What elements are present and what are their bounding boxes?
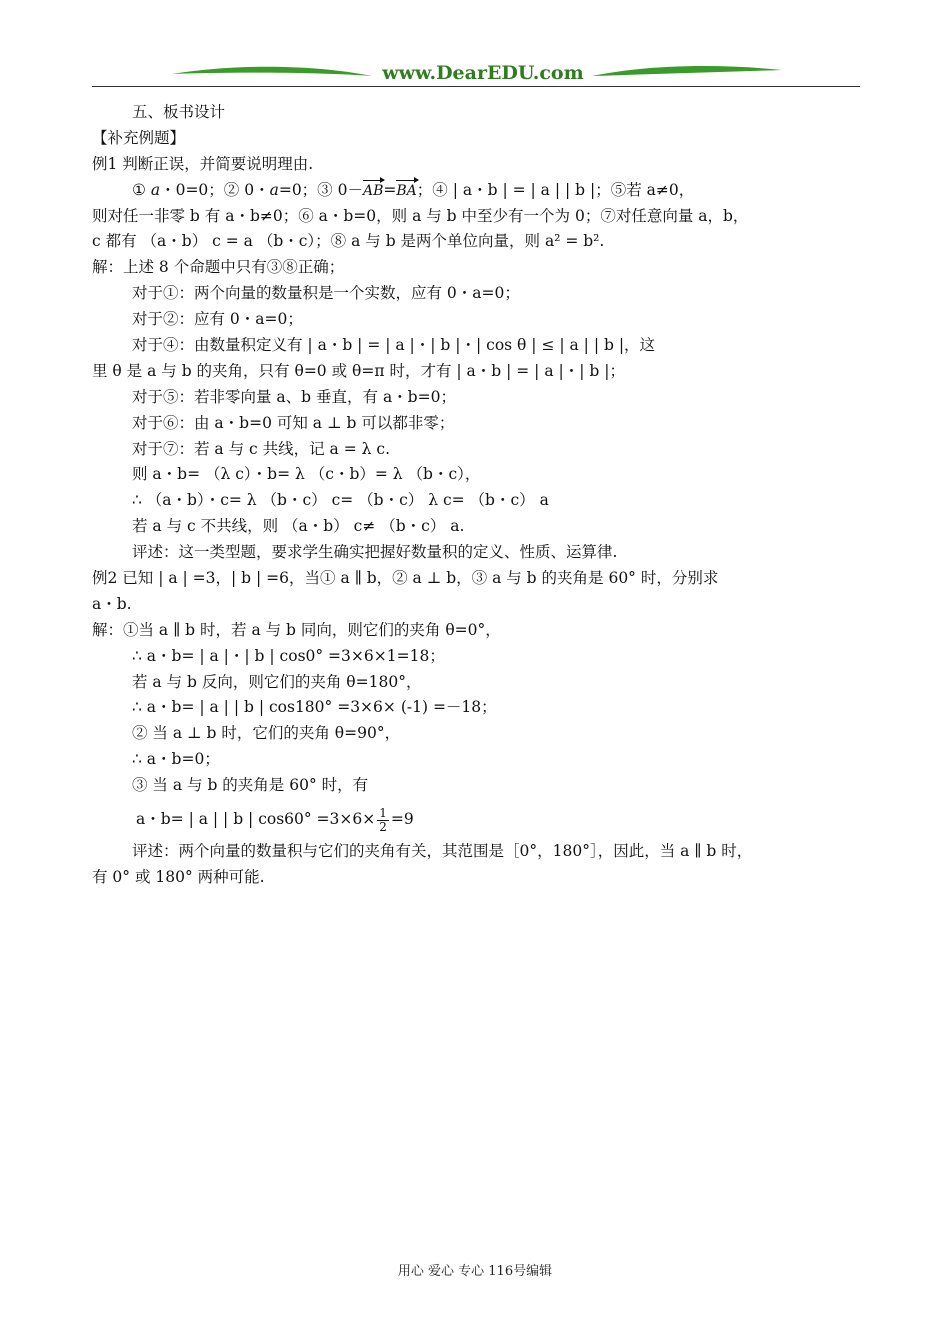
solution-1-line-5: 里 θ 是 a 与 b 的夹角，只有 θ=0 或 θ=π 时，才有 | a・b | = | a |・| b |； <box>92 361 625 380</box>
solution-2-line-7: ③ 当 a 与 b 的夹角是 60° 时，有 <box>132 776 369 795</box>
solution-2-comment: 评述：两个向量的数量积与它们的夹角有关，其范围是［0°，180°］，因此，当 a ∥ b 时， <box>132 842 753 861</box>
text-run: ；④ | a・b | = | a | | b |；⑤若 a≠0， <box>416 180 695 199</box>
solution-1-line-10: ∴ （a・b）・c= λ （b・c） c= （b・c） λ c= （b・c） a <box>132 491 549 510</box>
fraction-numerator: 1 <box>379 805 387 820</box>
solution-2-line-2: ∴ a・b= | a |・| b | cos0° =3×6×1=18； <box>132 646 445 665</box>
formula-text: a・b= | a | | b | cos60° =3×6× <box>136 810 376 829</box>
solution-1-line-1: 解：上述 8 个命题中只有③⑧正确； <box>92 258 345 277</box>
solution-1-line-8: 对于⑦：若 a 与 c 共线，记 a = λ c. <box>132 439 390 458</box>
text-run: =0；③ 0－ <box>278 180 363 199</box>
var-a: a <box>150 180 161 199</box>
solution-2-line-3: 若 a 与 b 反向，则它们的夹角 θ=180°， <box>132 672 422 691</box>
example-2-line-1: 例2 已知 | a | =3，| b | =6，当① a ∥ b，② a ⊥ b，③ a 与 b 的夹角是 60° 时，分别求 <box>92 569 719 588</box>
example-2-line-2: a・b. <box>92 594 132 613</box>
text-run: ・0=0；② 0・ <box>160 180 270 199</box>
text-run: = <box>383 180 397 199</box>
vector-ab: AB <box>363 179 383 205</box>
header-rule <box>92 86 860 87</box>
document-body <box>92 100 864 891</box>
example-1-line-1 <box>92 178 864 204</box>
solution-1-comment: 评述：这一类型题，要求学生确实把握好数量积的定义、性质、运算律. <box>132 543 618 562</box>
left-wave-decoration <box>172 62 372 82</box>
page-footer: 用心 爱心 专心 116号编辑 <box>397 1264 553 1279</box>
solution-1-line-11: 若 a 与 c 不共线，则 （a・b） c≠ （b・c） a. <box>132 517 465 536</box>
section-title: 五、板书设计 <box>132 103 226 121</box>
supplement-title: 【补充例题】 <box>92 128 186 147</box>
solution-1-line-4: 对于④：由数量积定义有 | a・b | = | a |・| b |・| cos θ | ≤ | a | | b |，这 <box>132 336 656 355</box>
right-wave-decoration <box>592 62 782 82</box>
solution-2-line-6: ∴ a・b=0； <box>132 750 220 769</box>
solution-2-line-1: 解：①当 a ∥ b 时，若 a 与 b 同向，则它们的夹角 θ=0°， <box>92 620 501 639</box>
solution-1-line-3: 对于②：应有 0・a=0； <box>132 310 303 329</box>
vector-ba: BA <box>396 179 416 205</box>
page-header <box>92 58 860 90</box>
solution-2-line-5: ② 当 a ⊥ b 时，它们的夹角 θ=90°， <box>132 724 401 743</box>
solution-1-line-6: 对于⑤：若非零向量 a、b 垂直，有 a・b=0； <box>132 387 456 406</box>
example-1-title: 例1 判断正误，并简要说明理由. <box>92 154 314 173</box>
solution-1-line-7: 对于⑥：由 a・b=0 可知 a ⊥ b 可以都非零； <box>132 413 455 432</box>
solution-1-line-9: 则 a・b= （λ c）・b= λ （c・b）= λ （b・c）， <box>132 465 481 484</box>
example-1-line-2: 则对任一非零 b 有 a・b≠0；⑥ a・b=0，则 a 与 b 中至少有一个为 0；⑦对任意向量 a，b， <box>92 206 749 225</box>
solution-1-line-2: 对于①：两个向量的数量积是一个实数，应有 0・a=0； <box>132 284 520 303</box>
solution-2-formula <box>92 799 864 839</box>
formula-result: =9 <box>390 810 414 829</box>
site-logo-text: www.DearEDU.com <box>382 62 584 84</box>
example-1-line-3: c 都有 （a・b） c = a （b・c）；⑧ a 与 b 是两个单位向量，则 a² = b². <box>92 232 605 251</box>
fraction-one-half <box>377 807 389 834</box>
solution-2-line-4: ∴ a・b= | a | | b | cos180° =3×6× (-1) =－18； <box>132 698 497 717</box>
solution-2-comment-end: 有 0° 或 180° 两种可能. <box>92 867 265 886</box>
var-a: a <box>269 180 279 199</box>
fraction-denominator: 2 <box>379 819 387 834</box>
text-run: ① <box>132 180 151 199</box>
